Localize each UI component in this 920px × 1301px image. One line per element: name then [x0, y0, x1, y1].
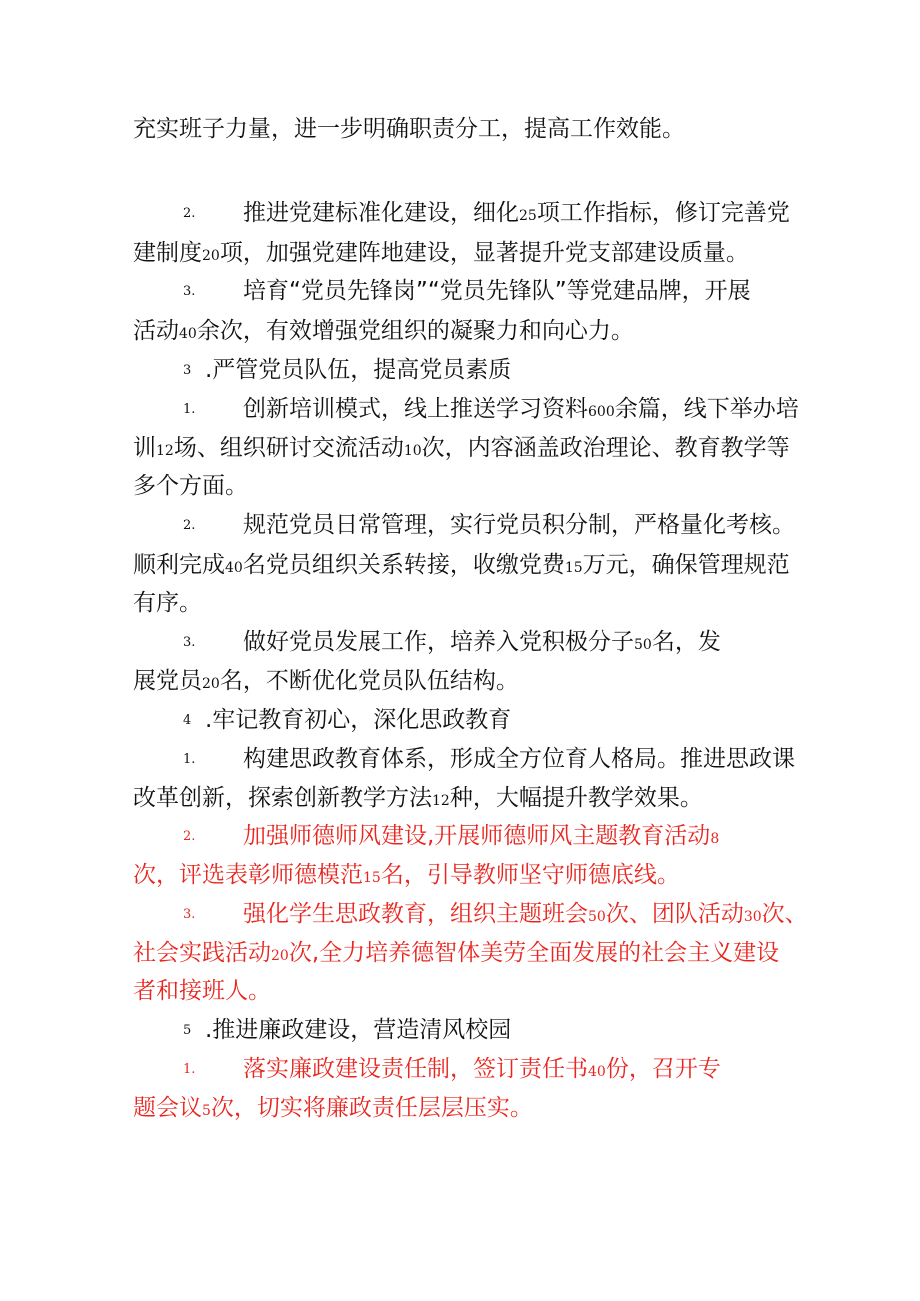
- section-title: .严管党员队伍，提高党员素质: [205, 357, 512, 383]
- line-text: 改革创新，探索创新教学方法12种，大幅提升教学效果。: [133, 785, 703, 811]
- line-text: 加强师德师风建设,开展师德师风主题教育活动8: [243, 823, 720, 849]
- line-text: 有序。: [133, 590, 202, 616]
- section-title: .牢记教育初心，深化思政教育: [205, 707, 512, 733]
- section-number: 4: [183, 713, 192, 728]
- line-text: 次，评选表彰师德模范15名，引导教师坚守师德底线。: [133, 862, 680, 888]
- item-number: 1.: [183, 1062, 196, 1077]
- item-number: 2.: [183, 206, 196, 221]
- line-text: 训12场、组织研讨交流活动10次，内容涵盖政治理论、教育教学等: [133, 435, 790, 461]
- line-text: 建制度20项，加强党建阵地建设，显著提升党支部建设质量。: [133, 240, 749, 266]
- line-text: 活动40余次，有效增强党组织的凝聚力和向心力。: [133, 318, 634, 344]
- item-number: 2.: [183, 829, 196, 844]
- line-text: 充实班子力量，进一步明确职责分工，提高工作效能。: [133, 116, 685, 142]
- line-text: 展党员20名，不断优化党员队伍结构。: [133, 668, 519, 694]
- line-text: 构建思政教育体系，形成全方位育人格局。推进思政课: [243, 746, 795, 772]
- line-text: 规范党员日常管理，实行党员积分制，严格量化考核。: [243, 512, 795, 538]
- item-number: 1.: [183, 752, 196, 767]
- line-text: 题会议5次，切实将廉政责任层层压实。: [133, 1095, 533, 1121]
- item-number: 3.: [183, 284, 196, 299]
- line-text: 社会实践活动20次,全力培养德智体美劳全面发展的社会主义建设: [133, 940, 780, 966]
- item-number: 1.: [183, 402, 196, 417]
- section-number: 5: [183, 1023, 192, 1038]
- line-text: 顺利完成40名党员组织关系转接，收缴党费15万元，确保管理规范: [133, 552, 790, 578]
- line-text: 做好党员发展工作，培养入党积极分子50名，发: [243, 629, 721, 655]
- item-number: 2.: [183, 518, 196, 533]
- section-number: 3: [183, 363, 192, 378]
- line-text: 培育“党员先锋岗”“党员先锋队”等党建品牌，开展: [243, 278, 751, 304]
- line-text: 强化学生思政教育，组织主题班会50次、团队活动30次、: [243, 901, 808, 927]
- item-number: 3.: [183, 635, 196, 650]
- item-number: 3.: [183, 907, 196, 922]
- line-text: 落实廉政建设责任制，签订责任书40份，召开专: [243, 1056, 721, 1082]
- line-text: 多个方面。: [133, 473, 248, 499]
- section-title: .推进廉政建设，营造清风校园: [205, 1017, 512, 1043]
- line-text: 者和接班人。: [133, 978, 271, 1004]
- line-text: 推进党建标准化建设，细化25项工作指标，修订完善党: [243, 200, 790, 226]
- line-text: 创新培训模式，线上推送学习资料600余篇，线下举办培: [243, 396, 799, 422]
